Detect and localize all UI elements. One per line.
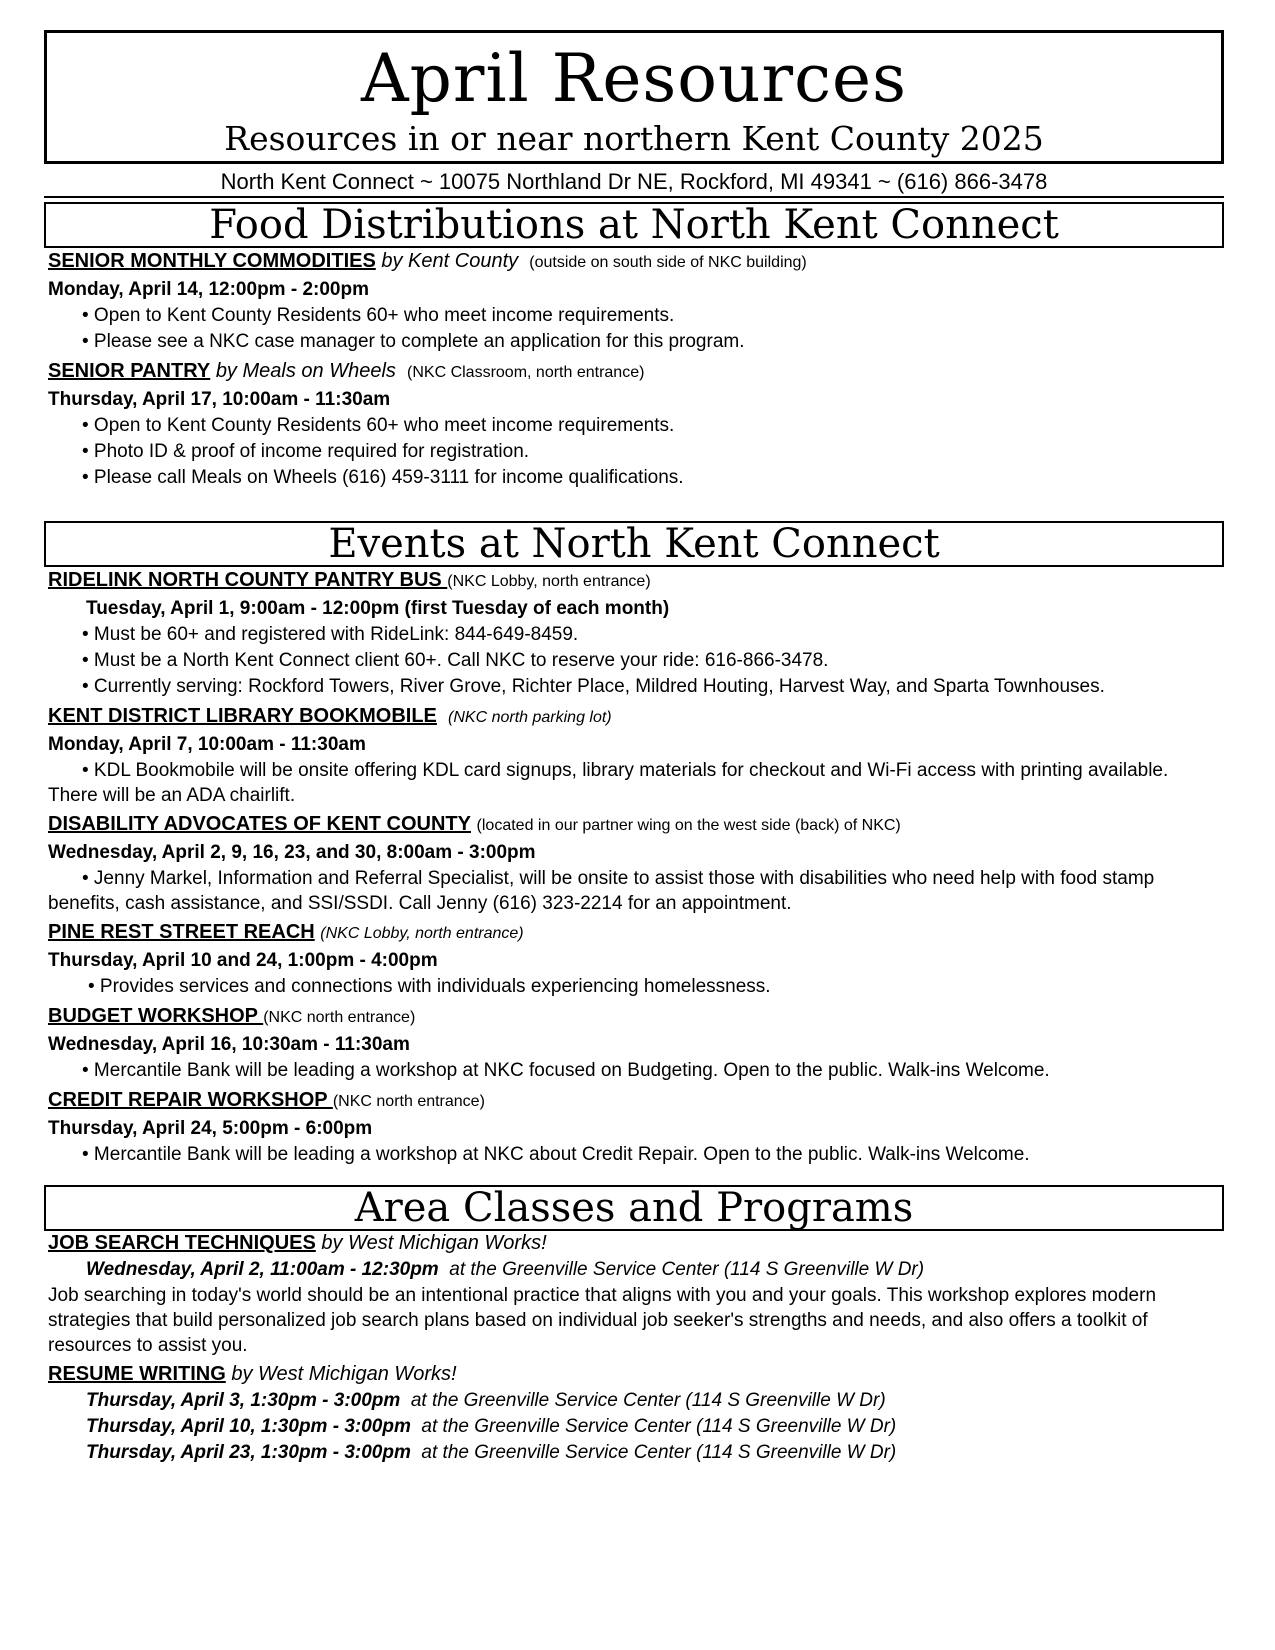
entry-date: Thursday, April 10 and 24, 1:00pm - 4:00pm: [48, 950, 438, 971]
entry-name: SENIOR MONTHLY COMMODITIES: [48, 250, 376, 272]
entry-location: (NKC Lobby, north entrance): [447, 573, 651, 590]
session-place: at the Greenville Service Center (114 S Greenville W Dr): [449, 1259, 925, 1280]
address-line: North Kent Connect ~ 10075 Northland Dr NE, Rockford, MI 49341 ~ (616) 866-3478: [220, 169, 1048, 194]
session-line: [48, 1388, 1218, 1414]
entry-name: KENT DISTRICT LIBRARY BOOKMOBILE: [48, 705, 437, 727]
entry-title: [48, 1086, 1218, 1116]
entry-name: DISABILITY ADVOCATES OF KENT COUNTY: [48, 813, 471, 835]
entry-title: [48, 702, 1218, 732]
entry-bullet: • Currently serving: Rockford Towers, River Grove, Richter Place, Mildred Houting, Harvest Way, and Sparta Townhouses.: [82, 676, 1105, 697]
entry-bullet: • Please see a NKC case manager to complete an application for this program.: [82, 331, 745, 352]
entry-name: BUDGET WORKSHOP: [48, 1005, 264, 1027]
entry-byline: by Meals on Wheels: [215, 360, 396, 382]
entry-name: SENIOR PANTRY: [48, 360, 211, 382]
entry-title: [48, 1360, 1218, 1388]
entry-byline: by West Michigan Works!: [231, 1363, 457, 1385]
entry-title: [48, 247, 1218, 277]
entry-byline: by Kent County: [381, 250, 519, 272]
entry-name: JOB SEARCH TECHNIQUES: [48, 1232, 316, 1254]
session-line: [48, 1440, 1218, 1466]
session-line: [48, 1414, 1218, 1440]
entry-name: RIDELINK NORTH COUNTY PANTRY BUS: [48, 569, 448, 591]
entry-title: [48, 918, 1218, 948]
entry-bullet: • Mercantile Bank will be leading a workshop at NKC about Credit Repair. Open to the public. Walk-ins Welcome.: [82, 1144, 1030, 1165]
page-title: April Resources: [361, 40, 907, 117]
entry-date: Wednesday, April 2, 9, 16, 23, and 30, 8:00am - 3:00pm: [48, 842, 536, 863]
session-place: at the Greenville Service Center (114 S Greenville W Dr): [410, 1390, 886, 1411]
session-date: Thursday, April 3, 1:30pm - 3:00pm: [86, 1390, 401, 1411]
session-date: Thursday, April 23, 1:30pm - 3:00pm: [86, 1442, 411, 1463]
entry-bullet: • Mercantile Bank will be leading a workshop at NKC focused on Budgeting. Open to the public. Walk-ins Welcome.: [82, 1060, 1050, 1081]
session-line: [48, 1257, 1218, 1283]
entry-title: [48, 1229, 1218, 1257]
section-heading-classes: Area Classes and Programs: [44, 1185, 1224, 1231]
entry-date: Thursday, April 24, 5:00pm - 6:00pm: [48, 1118, 373, 1139]
entry-description: Job searching in today's world should be an intentional practice that aligns with you and your goals. This workshop explores modern strategies that build personalized job search plans based on individual job seeker's strengths and needs, and also offers a toolkit of resources to assist you.: [48, 1285, 1157, 1356]
entry-description: • Jenny Markel, Information and Referral Specialist, will be onsite to assist those with disabilities who need help with food stamp benefits, cash assistance, and SSI/SSDI. Call Jenny (616) 323-2214 for an appointment.: [48, 868, 1155, 914]
entry-location: (outside on south side of NKC building): [529, 254, 807, 271]
entry-title: [48, 810, 1218, 840]
title-box: [44, 30, 1224, 164]
entry-bullet: • Please call Meals on Wheels (616) 459-3111 for income qualifications.: [82, 467, 684, 488]
entry-date: Monday, April 7, 10:00am - 11:30am: [48, 734, 366, 755]
entry-bullet: • Open to Kent County Residents 60+ who meet income requirements.: [82, 305, 675, 326]
page-subtitle: Resources in or near northern Kent County 2025: [224, 119, 1044, 158]
food-section: [48, 247, 1218, 491]
entry-location: (NKC Lobby, north entrance): [320, 925, 524, 942]
entry-byline: by West Michigan Works!: [321, 1232, 547, 1254]
entry-bullet: • Photo ID & proof of income required for registration.: [82, 441, 530, 462]
session-date: Thursday, April 10, 1:30pm - 3:00pm: [86, 1416, 411, 1437]
entry-location: (NKC north parking lot): [448, 709, 612, 726]
session-place: at the Greenville Service Center (114 S Greenville W Dr): [421, 1442, 897, 1463]
entry-title: [48, 566, 1218, 596]
session-date: Wednesday, April 2, 11:00am - 12:30pm: [86, 1259, 439, 1280]
entry-location: (located in our partner wing on the west side (back) of NKC): [476, 817, 901, 834]
entry-name: RESUME WRITING: [48, 1363, 226, 1385]
entry-title: [48, 1002, 1218, 1032]
section-heading-food: Food Distributions at North Kent Connect: [44, 202, 1224, 248]
entry-location: (NKC Classroom, north entrance): [407, 364, 645, 381]
entry-name: CREDIT REPAIR WORKSHOP: [48, 1089, 333, 1111]
entry-name: PINE REST STREET REACH: [48, 921, 315, 943]
entry-date: Thursday, April 17, 10:00am - 11:30am: [48, 389, 391, 410]
section-heading-events: Events at North Kent Connect: [44, 521, 1224, 567]
entry-bullet: • Must be a North Kent Connect client 60+. Call NKC to reserve your ride: 616-866-3478.: [82, 650, 829, 671]
entry-location: (NKC north entrance): [263, 1009, 416, 1026]
entry-date: Wednesday, April 16, 10:30am - 11:30am: [48, 1034, 410, 1055]
entry-title: [48, 357, 1218, 387]
entry-location: (NKC north entrance): [332, 1093, 485, 1110]
entry-description: • KDL Bookmobile will be onsite offering KDL card signups, library materials for checkout and Wi-Fi access with printing available. There will be an ADA chairlift.: [48, 760, 1169, 806]
entry-date: Monday, April 14, 12:00pm - 2:00pm: [48, 279, 369, 300]
events-section: [48, 566, 1218, 1168]
session-place: at the Greenville Service Center (114 S Greenville W Dr): [421, 1416, 897, 1437]
entry-bullet: • Must be 60+ and registered with RideLink: 844-649-8459.: [82, 624, 579, 645]
classes-section: [48, 1229, 1218, 1466]
entry-date: Tuesday, April 1, 9:00am - 12:00pm (first Tuesday of each month): [86, 598, 670, 619]
entry-bullet: • Open to Kent County Residents 60+ who meet income requirements.: [82, 415, 675, 436]
entry-bullet: • Provides services and connections with individuals experiencing homelessness.: [88, 976, 771, 997]
divider: [44, 196, 1224, 198]
